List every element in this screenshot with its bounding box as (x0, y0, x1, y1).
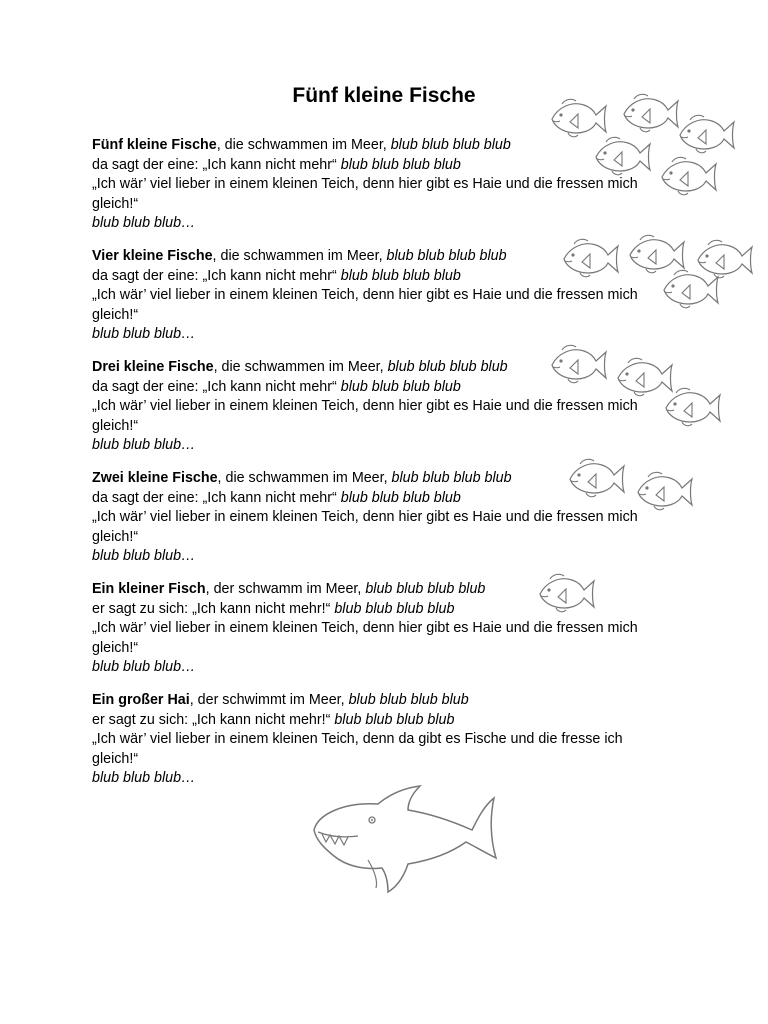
fish-icon (634, 470, 694, 512)
fish-icon (660, 268, 720, 310)
verse-end: blub blub blub… (92, 770, 196, 786)
fish-icon (566, 457, 626, 499)
verse-quote: „Ich wär’ viel lieber in einem kleinen Teich, denn hier gibt es Haie und die fressen mich gleich!“ (92, 620, 638, 656)
verse-6 (92, 691, 672, 789)
fish-icon (620, 92, 680, 134)
fish-icon (676, 113, 736, 155)
verse-line-2: da sagt der eine: „Ich kann nicht mehr“ blub blub blub blub (92, 378, 461, 395)
verse-quote: „Ich wär’ viel lieber in einem kleinen Teich, denn hier gibt es Haie und die fressen mich gleich!“ (92, 176, 638, 212)
fish-icon (548, 343, 608, 385)
verse-quote: „Ich wär’ viel lieber in einem kleinen Teich, denn da gibt es Fische und die fresse ich gleich!“ (92, 731, 623, 767)
verse-end: blub blub blub… (92, 659, 196, 675)
verse-quote: „Ich wär’ viel lieber in einem kleinen Teich, denn hier gibt es Haie und die fressen mich gleich!“ (92, 509, 638, 545)
verse-line-1: Drei kleine Fische, die schwammen im Meer, blub blub blub blub (92, 359, 508, 375)
fish-icon (536, 572, 596, 614)
verse-line-2: da sagt der eine: „Ich kann nicht mehr“ blub blub blub blub (92, 156, 461, 173)
verse-end: blub blub blub… (92, 548, 196, 564)
fish-icon (592, 135, 652, 177)
verse-1 (92, 136, 672, 234)
shark-icon (308, 782, 498, 900)
verse-line-2: da sagt der eine: „Ich kann nicht mehr“ blub blub blub blub (92, 489, 461, 506)
verse-quote: „Ich wär’ viel lieber in einem kleinen Teich, denn hier gibt es Haie und die fressen mich gleich!“ (92, 287, 638, 323)
fish-icon (662, 386, 722, 428)
verse-line-1: Ein kleiner Fisch, der schwamm im Meer, blub blub blub blub (92, 581, 486, 597)
verse-line-1: Vier kleine Fische, die schwammen im Meer, blub blub blub blub (92, 248, 507, 264)
verse-end: blub blub blub… (92, 326, 196, 342)
verse-line-2: da sagt der eine: „Ich kann nicht mehr“ blub blub blub blub (92, 267, 461, 284)
verse-line-2: er sagt zu sich: „Ich kann nicht mehr!“ blub blub blub blub (92, 600, 455, 617)
verse-line-1: Zwei kleine Fische, die schwammen im Meer, blub blub blub blub (92, 470, 512, 486)
fish-icon (560, 237, 620, 279)
fish-icon (658, 155, 718, 197)
verse-line-2: er sagt zu sich: „Ich kann nicht mehr!“ blub blub blub blub (92, 711, 455, 728)
verse-end: blub blub blub… (92, 437, 196, 453)
verse-line-1: Ein großer Hai, der schwimmt im Meer, blub blub blub blub (92, 692, 469, 708)
fish-icon (548, 97, 608, 139)
page-title: Fünf kleine Fische (292, 84, 476, 107)
verse-end: blub blub blub… (92, 215, 196, 231)
verse-line-1: Fünf kleine Fische, die schwammen im Meer, blub blub blub blub (92, 137, 511, 153)
verse-quote: „Ich wär’ viel lieber in einem kleinen Teich, denn hier gibt es Haie und die fressen mich gleich!“ (92, 398, 638, 434)
